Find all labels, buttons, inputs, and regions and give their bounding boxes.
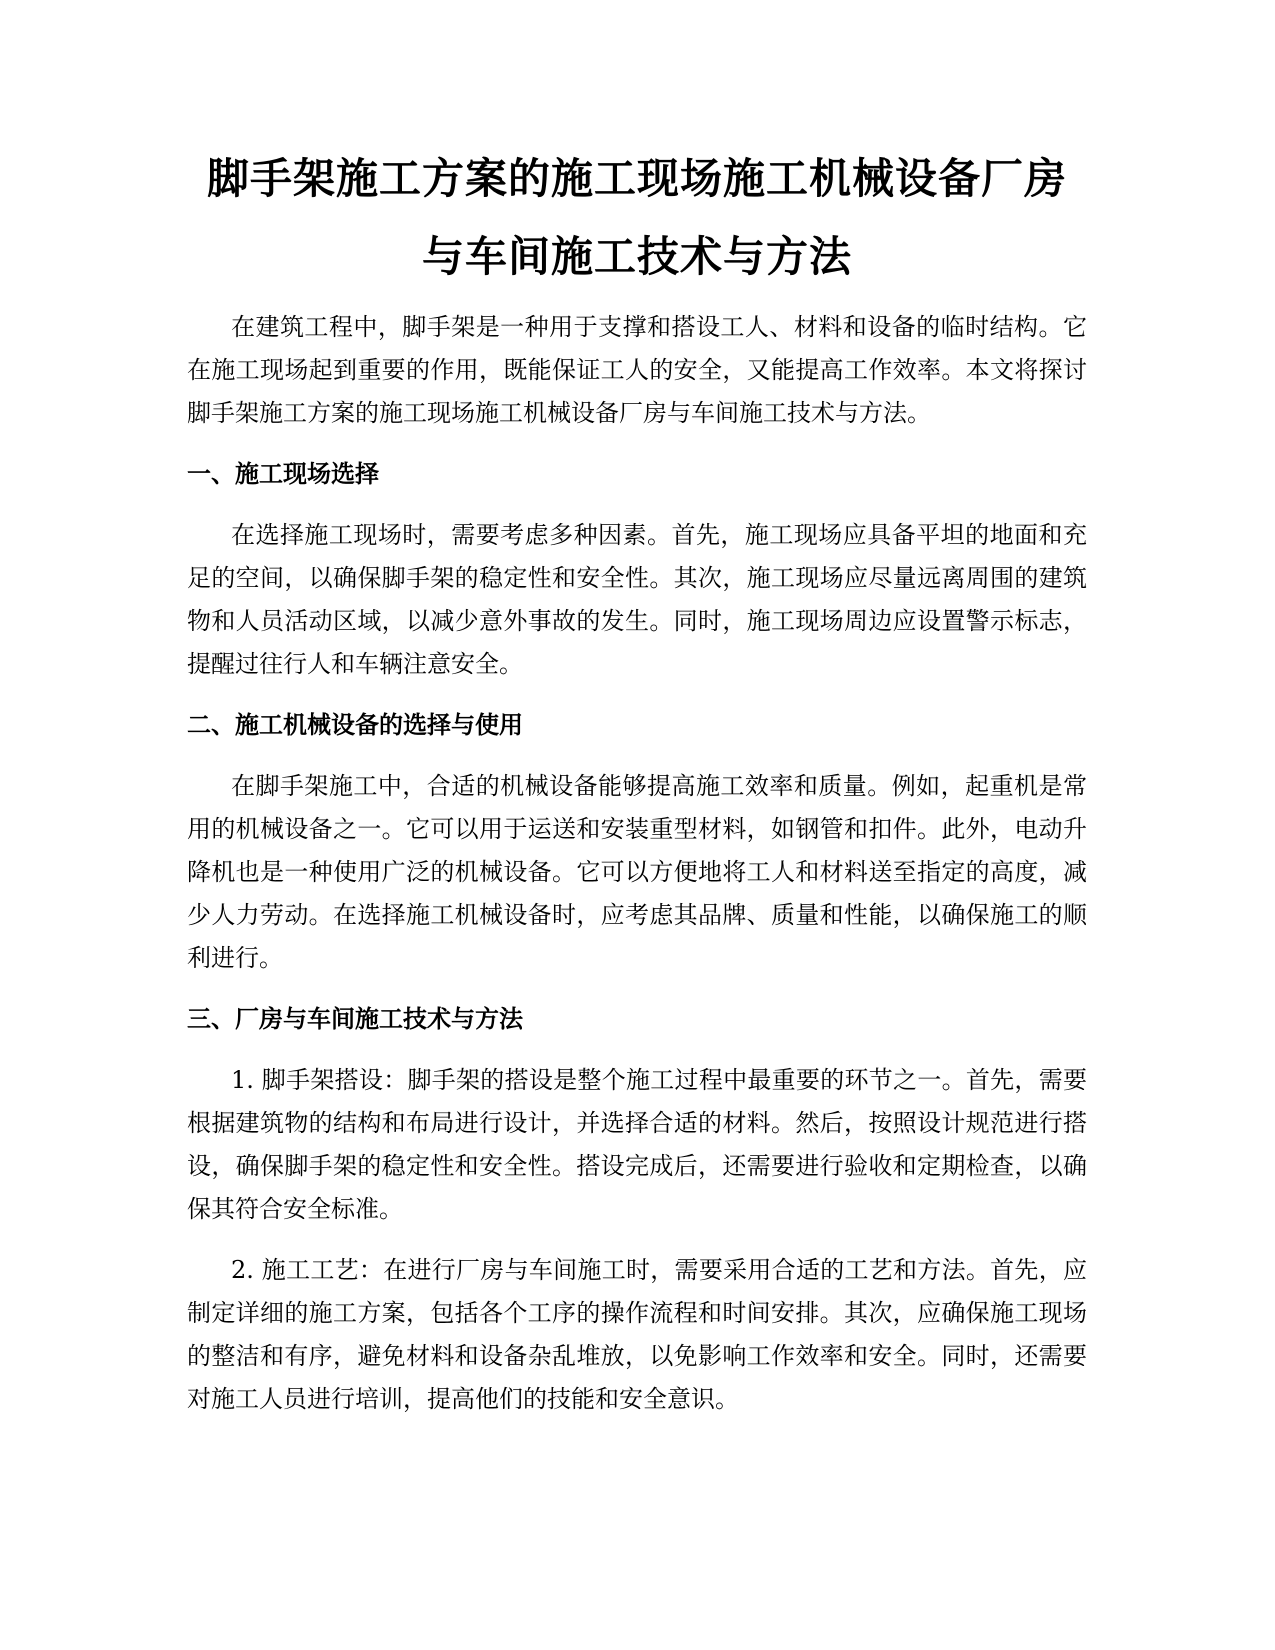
section-heading-techniques: 三、厂房与车间施工技术与方法 [187, 1005, 523, 1033]
section-heading-machinery: 二、施工机械设备的选择与使用 [187, 711, 523, 739]
section-paragraph: 在脚手架施工中，合适的机械设备能够提高施工效率和质量。例如，起重机是常用的机械设备之一。它可以用于运送和安装重型材料，如钢管和扣件。此外，电动升降机也是一种使用广泛的机械设备。它可以方便地将工人和材料送至指定的高度，减少人力劳动。在选择施工机械设备时，应考虑其品牌、质量和性能，以确保施工的顺利进行。 [187, 772, 1087, 972]
section-heading-site-selection: 一、施工现场选择 [187, 460, 379, 488]
section-paragraph: 2. 施工工艺：在进行厂房与车间施工时，需要采用合适的工艺和方法。首先，应制定详细的施工方案，包括各个工序的操作流程和时间安排。其次，应确保施工现场的整洁和有序，避免材料和设备杂乱堆放，以免影响工作效率和安全。同时，还需要对施工人员进行培训，提高他们的技能和安全意识。 [187, 1256, 1087, 1413]
intro-paragraph: 在建筑工程中，脚手架是一种用于支撑和搭设工人、材料和设备的临时结构。它在施工现场起到重要的作用，既能保证工人的安全，又能提高工作效率。本文将探讨脚手架施工方案的施工现场施工机械设备厂房与车间施工技术与方法。 [187, 313, 1087, 427]
document-body [187, 140, 1087, 1439]
page-title: 脚手架施工方案的施工现场施工机械设备厂房与车间施工技术与方法 [206, 154, 1067, 281]
section-paragraph: 1. 脚手架搭设：脚手架的搭设是整个施工过程中最重要的环节之一。首先，需要根据建筑物的结构和布局进行设计，并选择合适的材料。然后，按照设计规范进行搭设，确保脚手架的稳定性和安全性。搭设完成后，还需要进行验收和定期检查，以确保其符合安全标准。 [187, 1066, 1087, 1223]
section-paragraph: 在选择施工现场时，需要考虑多种因素。首先，施工现场应具备平坦的地面和充足的空间，以确保脚手架的稳定性和安全性。其次，施工现场应尽量远离周围的建筑物和人员活动区域，以减少意外事故的发生。同时，施工现场周边应设置警示标志，提醒过往行人和车辆注意安全。 [187, 521, 1087, 678]
